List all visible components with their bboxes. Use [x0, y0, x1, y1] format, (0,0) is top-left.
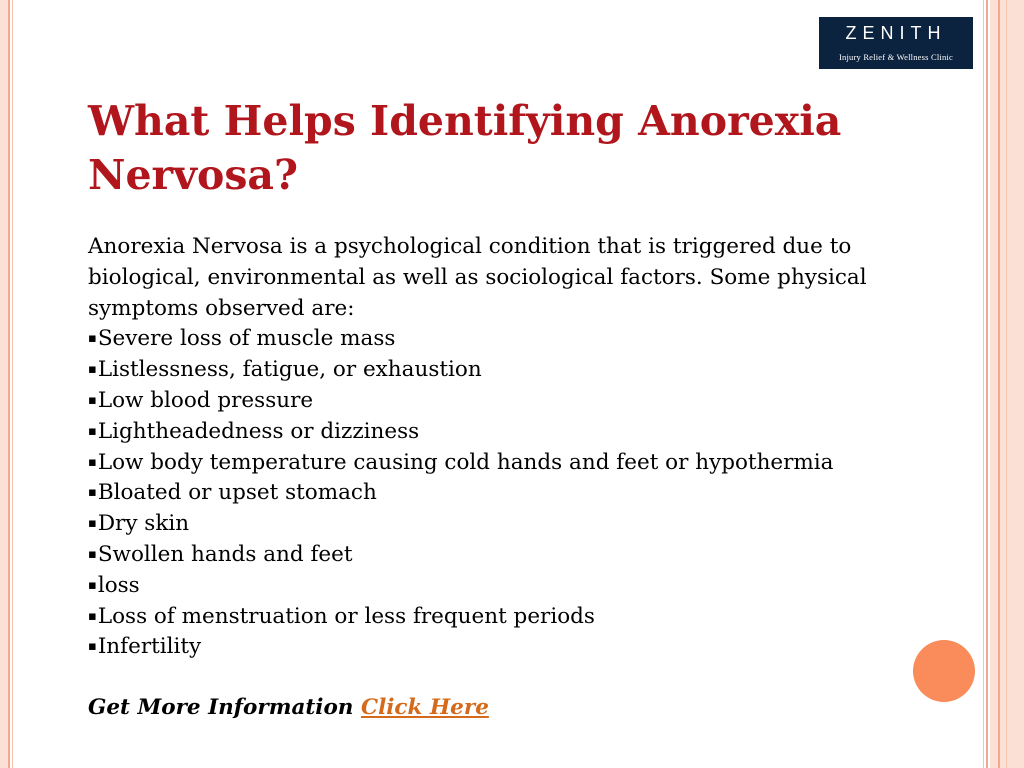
square-bullet-icon: ▪ — [88, 392, 97, 408]
zenith-logo — [819, 17, 973, 69]
left-border-fill — [0, 0, 8, 768]
list-item — [88, 355, 938, 386]
list-item — [88, 571, 938, 602]
square-bullet-icon: ▪ — [88, 516, 97, 532]
right-border-line-thin — [983, 0, 984, 768]
list-item — [88, 540, 938, 571]
square-bullet-icon: ▪ — [88, 331, 97, 347]
list-item — [88, 509, 938, 540]
list-item-text: Dry skin — [97, 511, 190, 537]
list-item-text: loss — [97, 572, 140, 598]
list-item-text: Loss of menstruation or less frequent periods — [97, 603, 595, 629]
list-item — [88, 386, 938, 417]
more-info-line — [88, 693, 938, 724]
logo-tagline: Injury Relief & Wellness Clinic — [839, 52, 953, 62]
square-bullet-icon: ▪ — [88, 362, 97, 378]
right-border-line — [986, 0, 988, 768]
right-border-inner-line-thin — [1006, 0, 1007, 768]
logo-wordmark: ZENITH — [845, 23, 947, 43]
more-info-label: Get More Information — [88, 695, 354, 721]
square-bullet-icon: ▪ — [88, 577, 97, 593]
list-item-text: Lightheadedness or dizziness — [97, 418, 420, 444]
list-item-text: Bloated or upset stomach — [97, 480, 377, 506]
slide-title: What Helps Identifying Anorexia Nervosa? — [88, 97, 842, 199]
list-item-text: Severe loss of muscle mass — [97, 326, 396, 352]
right-border-inner-line — [998, 0, 1000, 768]
list-item — [88, 632, 938, 663]
list-item — [88, 478, 938, 509]
list-item-text: Low body temperature causing cold hands and feet or hypothermia — [97, 449, 834, 475]
symptom-list — [88, 324, 938, 663]
list-item-text: Low blood pressure — [97, 387, 314, 413]
right-border-fill — [990, 0, 1024, 768]
square-bullet-icon: ▪ — [88, 608, 97, 624]
orange-circle-decoration — [913, 640, 975, 702]
square-bullet-icon: ▪ — [88, 546, 97, 562]
list-item-text: Swollen hands and feet — [97, 541, 353, 567]
list-item-text: Listlessness, fatigue, or exhaustion — [97, 357, 482, 383]
list-item — [88, 602, 938, 633]
list-item — [88, 324, 938, 355]
left-border-line — [8, 0, 10, 768]
square-bullet-icon: ▪ — [88, 454, 97, 470]
list-item — [88, 448, 938, 479]
list-item — [88, 417, 938, 448]
square-bullet-icon: ▪ — [88, 485, 97, 501]
left-border-line-thin — [12, 0, 13, 768]
click-here-link[interactable]: Click Here — [360, 695, 489, 721]
square-bullet-icon: ▪ — [88, 423, 97, 439]
list-item-text: Infertility — [97, 634, 202, 660]
slide-body — [88, 232, 938, 724]
square-bullet-icon: ▪ — [88, 639, 97, 655]
intro-paragraph: Anorexia Nervosa is a psychological condition that is triggered due to biological, environmental as well as sociological factors. Some physical symptoms observed are: — [88, 234, 867, 321]
